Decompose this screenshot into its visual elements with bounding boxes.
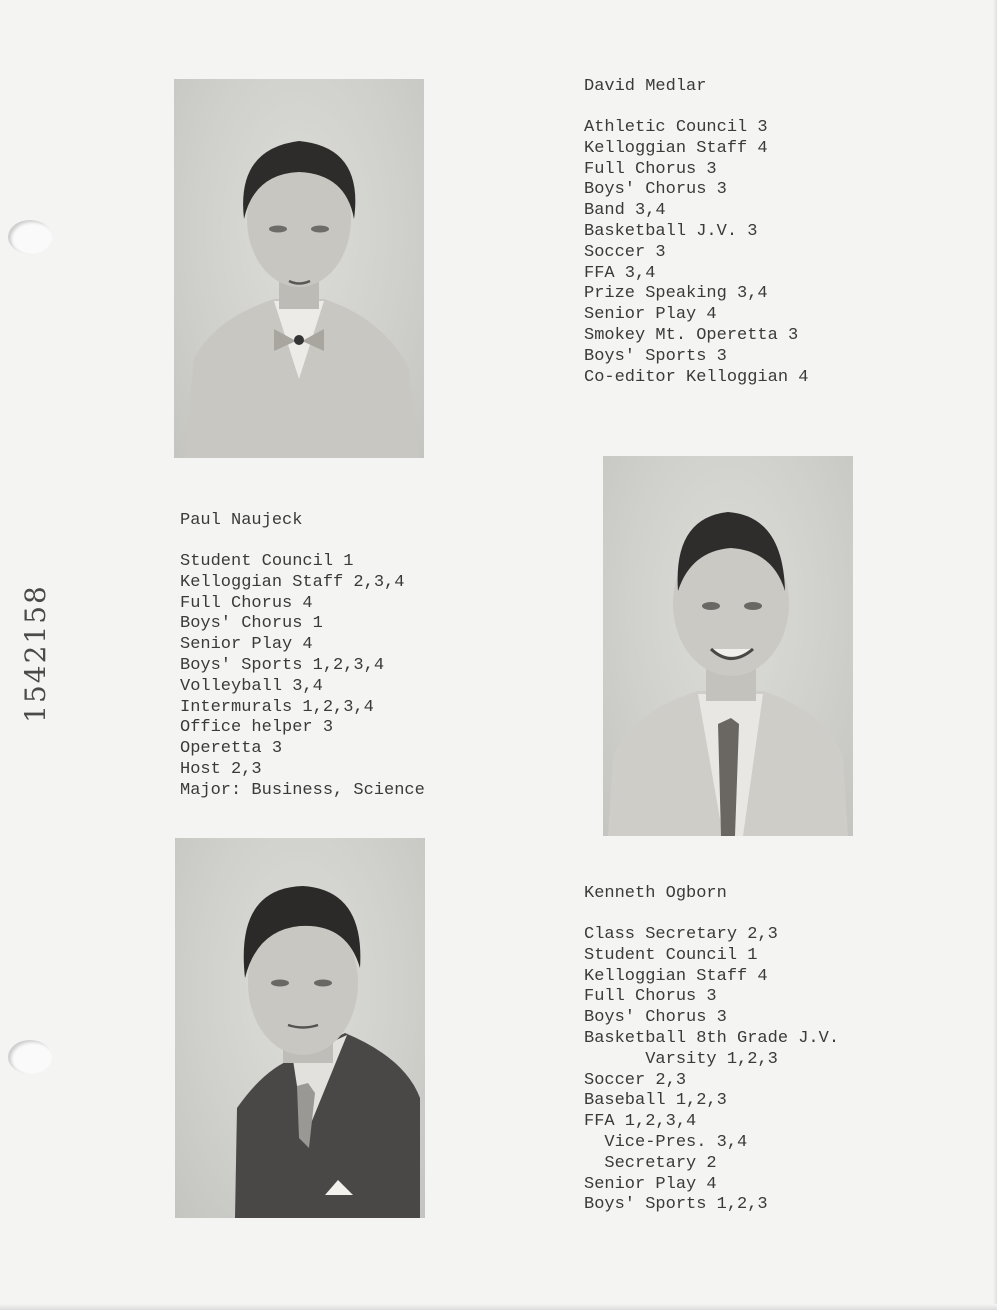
activity-item: Full Chorus 3 [584,987,717,1007]
activity-item: Athletic Council 3 [584,118,768,137]
activity-item: Basketball J.V. 3 [584,221,758,241]
activity-item: Kelloggian Staff 2,3,4 [180,572,405,592]
activity-item: Full Chorus 4 [180,593,313,613]
activity-item: Boys' Sports 3 [584,346,727,366]
activity-list [180,552,425,802]
activity-item: Student Council 1 [584,945,758,965]
page-edge [0,1304,997,1310]
activity-item: Intermurals 1,2,3,4 [180,697,374,717]
punch-hole-top [8,220,52,254]
activity-item: Full Chorus 3 [584,159,717,179]
activity-item: Secretary 2 [584,1153,717,1173]
activity-item: Kelloggian Staff 4 [584,138,768,158]
activity-item: Boys' Chorus 3 [584,180,727,200]
activity-item: Volleyball 3,4 [180,676,323,696]
portrait-image [175,838,425,1218]
activity-item: Major: Business, Science [180,780,425,800]
activity-item: Class Secretary 2,3 [584,925,778,944]
page-edge [993,0,997,1310]
activity-item: Baseball 1,2,3 [584,1091,727,1111]
student-name: David Medlar [584,77,707,96]
archive-stamp-number: 1542158 [18,583,52,723]
activity-item: Senior Play 4 [584,305,717,325]
activity-item: Senior Play 4 [180,635,313,655]
activity-item: Soccer 3 [584,242,666,262]
activity-item: Prize Speaking 3,4 [584,284,768,304]
student-name: Kenneth Ogborn [584,884,727,903]
photo-david-medlar [174,79,424,458]
activity-item: Soccer 2,3 [584,1070,687,1090]
activity-item: Senior Play 4 [584,1174,717,1194]
activity-item: FFA 3,4 [584,263,656,283]
photo-paul-naujeck [603,456,853,836]
activity-item: Band 3,4 [584,201,666,221]
student-entry-david-medlar [584,76,808,388]
activity-item: Co-editor Kelloggian 4 [584,367,809,387]
student-name: Paul Naujeck [180,511,303,530]
activity-item: Boys' Sports 1,2,3,4 [180,655,385,675]
activity-item: Vice-Pres. 3,4 [584,1132,748,1152]
activity-item: Boys' Chorus 1 [180,614,323,634]
activity-item: Boys' Chorus 3 [584,1008,727,1028]
activity-item: Operetta 3 [180,739,283,759]
portrait-image [174,79,424,458]
punch-hole-bottom [8,1040,52,1074]
activity-item: Varsity 1,2,3 [584,1049,778,1069]
activity-item: Student Council 1 [180,552,354,571]
student-entry-kenneth-ogborn [584,883,839,1216]
activity-item: FFA 1,2,3,4 [584,1112,697,1132]
activity-item: Kelloggian Staff 4 [584,966,768,986]
activity-item: Host 2,3 [180,759,262,779]
activity-list [584,118,808,388]
activity-list [584,925,839,1216]
activity-item: Boys' Sports 1,2,3 [584,1195,768,1215]
portrait-image [603,456,853,836]
activity-item: Basketball 8th Grade J.V. [584,1028,840,1048]
activity-item: Office helper 3 [180,718,334,738]
photo-kenneth-ogborn [175,838,425,1218]
student-entry-paul-naujeck [180,510,425,802]
activity-item: Smokey Mt. Operetta 3 [584,325,799,345]
